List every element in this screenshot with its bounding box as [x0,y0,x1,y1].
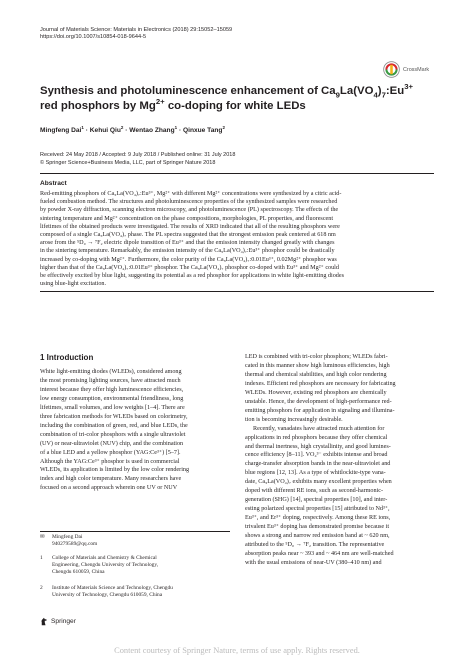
corresponding-name: Mingfeng Dai [52,534,83,540]
body-line: tion is becoming increasingly desirable. [245,416,343,423]
doi-link[interactable]: https://doi.org/10.1007/s10854-018-9644-5 [40,34,147,41]
body-line: three fabrication methods for WLEDs based on colorimetry, [40,413,188,420]
article-dates [40,152,235,167]
publisher-mark [40,617,76,626]
courtesy-watermark: Content courtesy of Springer Nature, terms of use apply. Rights reserved. [114,646,360,655]
envelope-icon: ✉ [40,534,45,540]
author-list: Mingfeng Dai$^1$ · Kehui Qiu$^2$ · Wentao Zhang$^1$ · Qinxue Tang$^2$ [40,124,225,134]
body-line: doped with different RE ions, such as second-harmonic- [245,488,384,495]
body-line: index and high color temperature. Many researchers have [40,476,182,483]
divider [40,173,434,174]
affiliation-marker: 2 [40,585,43,591]
body-line: Eu³⁺, and Er³⁺ doping, respectively. Among these RE ions, [245,515,391,522]
body-line: absorption peaks near ~ 393 and ~ 464 nm are well-matched [245,550,394,557]
body-line: Although the YAG:Ce³⁺ phosphor is used in commercial [40,458,180,465]
body-line: attributed to the ⁵D₀ → ⁷F₂ transition. The representative [245,542,385,549]
body-line: charge-transfer absorption bands in the near-ultraviolet and [245,461,391,468]
abstract-line: be effectively excited by blue light, suggesting its potential as a red phosphor for applications in white light-emitting diodes [40,273,344,280]
body-line: shows a strong and narrow red emission band at ~ 620 nm, [245,533,390,540]
author-name[interactable]: Wentao Zhang [129,127,175,134]
article-title: Synthesis and photoluminescence enhancement of $Ca_9La(VO_4)_7:Eu^{3+}$ red phosphors by $Mg^{2+}$ co-doping for white LEDs [40,82,414,112]
body-line: esting polarized spectral properties [15] attributed to Nd³⁺, [245,506,390,513]
springer-horse-icon [40,617,48,626]
affiliation-2 [40,585,230,599]
body-line: the most promising lighting sources, have attracted much [40,377,181,384]
crossmark-icon [383,61,400,78]
body-line: blue regions [12, 13]. As a type of whitlockite-type vana- [245,470,386,477]
body-line: generation (SHG) [14], spectral properties [10], and inter- [245,497,388,504]
abstract-line: arose from the ⁵D₀ → ⁷F₂ electric dipole transition of Eu³⁺ and that the emission intensity changed greatly with changes [40,240,335,247]
body-line: including the combination of green, red, and blue LEDs, the [40,422,188,429]
abstract-line: by powder X-ray diffraction, scanning electron microscopy, and photoluminescence (PL) spectroscopy. The effects of the [40,207,339,214]
publisher-name: Springer [51,618,76,625]
body-line: unstable. Hence, the development of high-performance red- [245,398,392,405]
body-line: WLEDs. However, existing red phosphors are chemically [245,389,387,396]
body-line: Recently, vanadates have attracted much attention for [253,425,385,432]
body-line: thermal and chemical stabilities, and high color rendering [245,371,387,378]
body-line: low energy consumption, environmental friendliness, long [40,395,184,402]
affiliation-line: Chengdu 610059, China [52,569,105,576]
body-line: cated in this manner show high luminous efficiencies, high [245,362,390,369]
body-line: with the usual emissions of near-UV (380–410 nm) and [245,559,382,566]
body-line: trivalent Eu³⁺ doping has demonstrated promise because it [245,524,390,531]
body-line: applications in red phosphors because they offer chemical [245,434,388,441]
abstract-line: fueled combustion method. The structures and photoluminescence properties of the synthesized samples were researched [40,199,338,206]
body-line: lifetimes, small volumes, and low weights [1–4]. There are [40,404,185,411]
history-dates: Received: 24 May 2018 / Accepted: 9 July 2018 / Published online: 31 July 2018 [40,152,236,158]
body-line: cence efficiency [8–11]. VO₄³⁻ exhibits intense and broad [245,452,388,459]
author-name[interactable]: Qinxue Tang [182,127,223,134]
abstract-line: in the sintering temperature. Remarkably, the emission intensity of the Ca₉La(VO₄)₇:Eu³⁺ phosphor could be drastically [40,248,335,255]
corresponding-email[interactable]: 940279589@qq.com [52,541,98,548]
abstract-body [40,190,434,288]
affiliation-marker: 1 [40,555,43,561]
affiliation-line: Institute of Materials Science and Technology, Chengdu [52,585,173,591]
body-line: combination of tri-color phosphors with a single ultraviolet [40,431,186,438]
abstract-heading: Abstract [40,180,67,187]
crossmark-badge[interactable] [383,61,429,78]
body-line: WLEDs, its application is limited by the low color rendering [40,467,190,474]
abstract-line: lifetimes of the obtained products were investigated. The results of XRD indicated that all of the resulting phosphors were [40,223,340,230]
copyright-line: © Springer Science+Business Media, LLC, part of Springer Nature 2018 [40,159,216,166]
abstract-line: higher than that of the Ca₉La(VO₄)₇:0.01Eu³⁺ phosphor. The Ca₉La(VO₄)₇ phosphor co-doped with Eu³⁺ and Mg²⁺ could [40,264,339,271]
journal-citation: Journal of Materials Science: Materials in Electronics (2018) 29:15052–15059 [40,27,233,33]
abstract-line: increased by co-doping with Mg²⁺. Furthermore, the color purity of the Ca₉La(VO₄)₇:0.01Eu³⁺, 0.02Mg²⁺ phosphor was [40,256,337,263]
body-line: date, Ca₉La(VO₄)₇ exhibits many excellent properties when [245,479,392,486]
body-left-column [40,368,230,493]
author-name[interactable]: Kehui Qiu [89,127,121,134]
body-line: (UV) or near-ultraviolet (NUV) chip, and the combination [40,440,184,447]
body-line: and thermal inertness, high crystallinity, and good lumines- [245,443,391,450]
affiliation-line: University of Technology, Chengdu 610059, China [52,592,163,599]
abstract-line: sintering temperature and Mg²⁺ concentration on the phase compositions, morphologies, PL properties, and fluorescent [40,215,334,222]
affiliation-line: College of Materials and Chemistry & Chemical [52,555,157,561]
author-name[interactable]: Mingfeng Dai [40,127,82,134]
abstract-line: using blue-light excitation. [40,281,106,288]
body-right-column [245,353,434,568]
section-heading-introduction: 1 Introduction [40,353,94,362]
footnote-rule [40,531,230,532]
body-line: emitting phosphors for application in signaling and illumina- [245,407,395,414]
affiliation-line: Engineering, Chengdu University of Technology, [52,562,159,569]
abstract-line: Red-emitting phosphors of Ca₉La(VO₄)₇:Eu³⁺, Mg²⁺ with different Mg²⁺ concentrations were synthesized by a citric acid- [40,191,342,197]
corresponding-author [40,534,230,548]
body-line: LED is combined with tri-color phosphors; WLEDs fabri- [245,354,388,360]
body-line: focused on a second approach wherein one UV or NUV [40,485,178,492]
body-line: White light-emitting diodes (WLEDs), considered among [40,369,182,375]
crossmark-label: CrossMark [403,66,430,73]
body-line: of a blue LED and a yellow phosphor (YAG:Ce³⁺) [5–7]. [40,449,181,456]
affiliation-1 [40,555,230,576]
journal-header [40,27,232,42]
abstract-line: composed of a single Ca₉La(VO₄)₇ phase. The PL spectra suggested that the strongest emission peak centered at 618 nm [40,232,336,239]
body-line: indexes. Efficient red phosphors are necessary for fabricating [245,380,396,387]
divider [40,291,434,292]
body-line: interest because they offer high luminescence efficiencies, [40,386,184,393]
